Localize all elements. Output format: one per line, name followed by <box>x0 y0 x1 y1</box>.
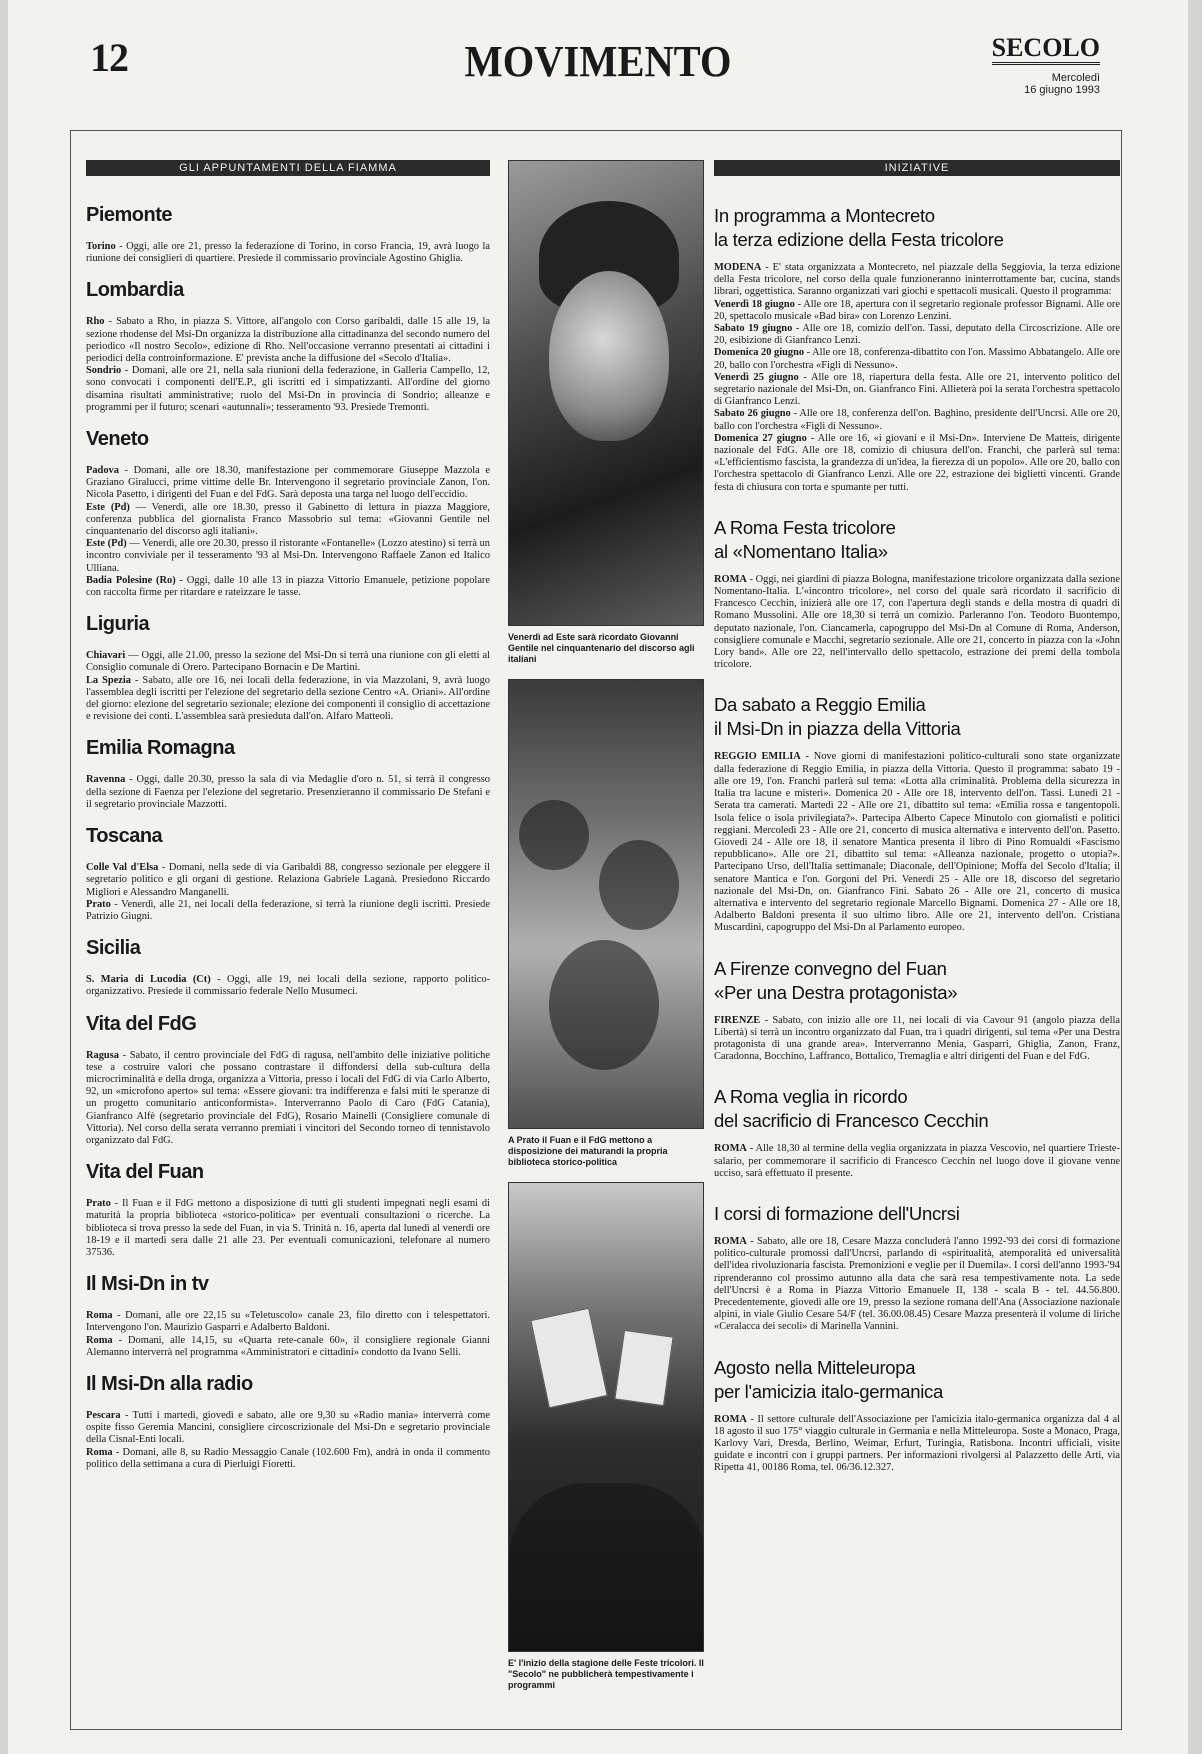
article <box>714 1356 1120 1475</box>
region-heading: Liguria <box>86 613 150 636</box>
headline-line: Agosto nella Mitteleuropa <box>714 1356 916 1378</box>
headline-line: al «Nomentano Italia» <box>714 540 888 562</box>
entry-text: — Oggi, alle 21.00, presso la sezione del Msi-Dn si terrà una riunione con gli eletti al Consiglio comunale di Orero. Partecipano Bornacin e De Martini. <box>86 650 490 674</box>
program-day: Sabato 26 giugno <box>714 408 791 420</box>
entry-text: - Domani, alle 14,15, su «Quarta rete-canale 60», il consigliere regionale Gianni Alemanno interverrà nel programma «Amministratori e cittadini» condotto da Ivano Selli. <box>86 1334 490 1358</box>
photo-figure-shape <box>549 940 659 1070</box>
headline-line: Da sabato a Reggio Emilia <box>714 694 926 716</box>
body-text: - Sabato, alle ore 18, Cesare Mazza concluderà l'anno 1992-'93 dei corsi di formazione politico-culturale promossi dall'Uncrsi, parlando di «spiritualità, atemporalità ed universalità dell'idea rivoluzionaria fascista. Premonizioni e veglie per il Duemila». I corsi dell'anno 1993-'94 riprenderanno col prossimo autunno alla data che sarà resa tempestivamente nota. La sede dell'Uncrsi è a Roma in Piazza Vittorio Emanuele II, 138 - scala B - tel. 44.56.800. Precedentemente, giovedì alle ore 19, presso la sezione romana dell'Ana (Associazione nazionale alpini, in viale Giulio Cesare 54/F (tel. 36.00.08.45) Cesare Mazza presenterà il volume di liriche «Ceralacca dei secoli» di Marinella Vannini. <box>714 1235 1120 1333</box>
entry-place: Pescara <box>86 1409 121 1421</box>
program-item <box>714 408 1120 432</box>
article-body <box>714 1143 1120 1180</box>
entry-place: Este (Pd) <box>86 501 130 513</box>
article-headline <box>714 1202 1120 1226</box>
entry-text: - Tutti i martedì, giovedì e sabato, alle ore 9,30 su «Radio mania» interverrà come ospite fisso Geremia Mancini, consigliere circoscrizionale del Msi-Dn e segretario provinciale della Cisnal-Enti locali. <box>86 1409 490 1446</box>
appointment-entry <box>86 1335 490 1359</box>
entry-place: Roma <box>86 1446 113 1458</box>
appointment-entry <box>86 465 490 502</box>
appointment-entry <box>86 365 490 414</box>
photo-face-shape <box>549 271 669 441</box>
region-block <box>86 1013 490 1148</box>
region-heading: Piemonte <box>86 204 173 226</box>
region-block <box>86 737 490 811</box>
appointment-entry <box>86 675 490 724</box>
body-text: - Oggi, nei giardini di piazza Bologna, manifestazione tricolore organizzata dalla sezione Nomentano-Italia. L'«incontro tricolore», nel corso del quale sarà ricordato il sacrificio di Francesco Cecchin, inizierà alle ore 17, con l'apertura degli stands e della mostra di quadri di Romano Mussolini. Alle ore 18,30 si terrà un comizio. Parleranno l'on. Teodoro Buontempo, deputato nazionale, l'on. Ciancamerla, capogruppo del Msi-Dn al Comune di Roma, Anderson, consigliere comunale e Macchi, segretario sezionale. Alle ore 21, concerto in piazza con la «John Lory band». Alle ore 22, nell'intervallo dello spettacolo, estrazione dei premi della tombola tricolore. <box>714 573 1120 671</box>
entry-place: Roma <box>86 1310 113 1322</box>
appointment-entry <box>86 241 490 265</box>
entry-text: - Domani, alle 8, su Radio Messaggio Canale (102.600 Fm), andrà in onda il commento politico della settimana a cura di Pierluigi Fioretti. <box>86 1446 490 1470</box>
entry-text: - Il Fuan e il FdG mettono a disposizione di tutti gli studenti impegnati negli esami di maturità la propria biblioteca «storico-politica» per eventuali consultazioni o ricerche. La biblioteca si trova presso la sede del Fuan, in via S. Trinità n. 16, aperta dal lunedì al venerdì ore 18-19 e il martedì sera dalle 21 alle 23. Per eventuali comunicazioni, telefonare al numero 37536. <box>86 1198 490 1258</box>
photo-figure-shape <box>519 800 589 870</box>
masthead-logo: SECOLO <box>992 34 1100 65</box>
entry-place: Badia Polesine (Ro) <box>86 574 176 586</box>
program-text: - Alle ore 18, apertura con il segretario regionale professor Bignami. Alle ore 20, spettacolo musicale «Bad bira» con Lorenzo Lenzini. <box>714 298 1120 322</box>
appointment-entry <box>86 774 490 811</box>
region-heading: Emilia Romagna <box>86 737 235 760</box>
region-block <box>86 1273 490 1359</box>
region-heading: Sicilia <box>86 937 141 960</box>
date-full: 16 giugno 1993 <box>1024 84 1100 96</box>
page-number: 12 <box>90 35 128 80</box>
article <box>714 957 1120 1064</box>
region-list <box>86 204 490 1471</box>
entry-place: La Spezia <box>86 674 131 686</box>
region-heading: Toscana <box>86 825 163 848</box>
dateline: ROMA <box>714 1143 747 1155</box>
appointment-entry <box>86 1050 490 1148</box>
appointment-entry <box>86 575 490 599</box>
region-heading: Lombardia <box>86 279 184 302</box>
headline-line: la terza edizione della Festa tricolore <box>714 229 1004 250</box>
headline-line: il Msi-Dn in piazza della Vittoria <box>714 718 961 740</box>
article <box>714 693 1120 934</box>
photo-caption: Venerdì ad Este sarà ricordato Giovanni Gentile nel cinquantenario del discorso agli italiani <box>508 632 695 664</box>
program-text: - Alle ore 18, riapertura della festa. Alle ore 21, intervento politico del segretario nazionale del Msi-Dn, on. Gianfranco Fini. Allieterà poi la serata l'orchestra spettacolo di Gianfranco Lenzi. <box>714 371 1120 408</box>
appointment-entry <box>86 1447 490 1471</box>
date-weekday: Mercoledì <box>1051 72 1100 84</box>
appointment-entry <box>86 1310 490 1334</box>
program-item <box>714 299 1120 323</box>
section-title: MOVIMENTO <box>464 37 732 86</box>
entry-place: Padova <box>86 465 119 477</box>
region-heading: Vita del FdG <box>86 1012 197 1035</box>
program-day: Venerdì 25 giugno <box>714 371 799 383</box>
article-body <box>714 1414 1120 1475</box>
entry-text: - Sabato, il centro provinciale del FdG di ragusa, nell'ambito delle iniziative politiche tese a costruire valori che possano contrastare il diffondersi della sub-cultura della microcriminalità e della droga, organizza a Vittoria, presso i locali del FdG di via Carlo Alberto, 92, un «microfono aperto» sul tema: «Essere giovani: tra indifferenza e falsi miti le speranze di un progetto comunitario anticonformista». Interverranno Paolo di Caro (FdG Catania), Gianfranco Alfè (segretario provinciale del FdG), Rosario Mainelli (Consigliere comunale di Vittoria). Nel corso della serata verranno premiati i vincitori del Secondo torneo di tennistavolo organizzato dal FdG. <box>86 1049 490 1146</box>
article-body <box>714 1236 1120 1334</box>
headline-line: In programma a Montecreto <box>714 205 935 226</box>
appointments-kicker: GLI APPUNTAMENTI DELLA FIAMMA <box>86 160 490 176</box>
entry-text: - Oggi, dalle 10 alle 13 in piazza Vittorio Emanuele, petizione popolare con raccolta firme per ritardare e rateizzare le tasse. <box>86 574 490 599</box>
entry-place: Este (Pd) <box>86 538 127 550</box>
dateline: FIRENZE <box>714 1014 761 1026</box>
photo-flag-shape <box>614 1330 673 1406</box>
rally-photo <box>508 1182 704 1652</box>
entry-text: - Domani, alle ore 18.30, manifestazione per commemorare Giuseppe Mazzola e Graziano Giralucci, prime vittime delle Br. Intervengono il segretario provinciale Zanon, l'on. Nicola Pasetto, i dirigenti del Fuan e del FdG. Sarà deposta una targa nel luogo dell'eccidio. <box>86 465 490 501</box>
initiatives-column <box>714 160 1120 1720</box>
photo-caption: A Prato il Fuan e il FdG mettono a disposizione dei maturandi la propria biblioteca storico-politica <box>508 1135 668 1167</box>
appointment-entry <box>86 502 490 539</box>
program-text: - Alle ore 18, comizio dell'on. Tassi, deputato della Circoscrizione. Alle ore 20, esibizione di Gianfranco Lenzi. <box>714 323 1120 347</box>
article <box>714 1085 1120 1180</box>
appointment-entry <box>86 1198 490 1259</box>
article-headline <box>714 693 1120 741</box>
region-block <box>86 1373 490 1471</box>
appointment-entry <box>86 862 490 899</box>
headline-line: A Firenze convegno del Fuan <box>714 957 947 979</box>
article-headline <box>714 204 1120 252</box>
region-block <box>86 937 490 998</box>
program-day: Venerdì 18 giugno <box>714 298 795 310</box>
entry-text: - Sabato, alle ore 16, nei locali della federazione, in via Mazzolani, 9, avrà luogo l'assemblea degli iscritti per l'elezione del segretario della sezione Centro «A. Oriani». All'ordine del giorno: elezione del segretario sezionale; elezione dei componenti il consiglio di accettazione e revisione dei conti. L'assemblea sarà presieduta dall'on. Alfaro Matteoli. <box>86 674 490 723</box>
program-text: - Alle ore 16, «i giovani e il Msi-Dn». Interviene De Matteis, dirigente nazionale del FdG. Alle ore 18, comizio di chiusura dell'on. Franchi, che parlerà sul tema: «L'efficientismo fascista, la grandezza di un'idea, la fierezza di un popolo». Alle ore 20, ballo con l'orchestra spettacolo di Gianfranco Lenzi. Alle ore 22, estrazione dei biglietti vincenti. Grande festa di chiusura con torta e spumante per tutti. <box>714 432 1120 493</box>
body-text: - Il settore culturale dell'Associazione per l'amicizia italo-germanica organizza dal 4 al 18 agosto il suo 175° viaggio culturale in Germania e nella Mitteleuropa. Soste a Monaco, Praga, Karlovy Vari, Dresda, Berlino, Weimar, Erfurt, Turingia, Ratisbona. Incontri ufficiali, visite guidate e incontri con i gruppi partners. Per informazioni rivolgersi al Palazzetto delle Arti, via Ripetta 41, 00186 Roma, tel. 06/36.12.327. <box>714 1413 1120 1474</box>
region-heading: Il Msi-Dn in tv <box>86 1273 209 1296</box>
entry-place: Colle Val d'Elsa <box>86 862 159 874</box>
headline-line: del sacrificio di Francesco Cecchin <box>714 1110 989 1132</box>
entry-place: Sondrio <box>86 365 122 377</box>
program-day: Sabato 19 giugno <box>714 323 793 335</box>
headline-line: A Roma Festa tricolore <box>714 516 896 538</box>
article-headline <box>714 1356 1120 1404</box>
program-item <box>714 372 1120 409</box>
article-body <box>714 262 1120 299</box>
entry-place: Prato <box>86 898 111 910</box>
dateline: MODENA <box>714 262 762 273</box>
entry-text: — Venerdì, alle ore 18.30, presso il Gabinetto di lettura in piazza Maggiore, conferenza pubblica del giornalista Franco Massobrio sul tema: «Giovanni Gentile nel cinquantenario del discorso agli italiani». <box>86 501 490 538</box>
region-block <box>86 1161 490 1259</box>
entry-place: Rho <box>86 316 105 328</box>
article-body <box>714 1015 1120 1064</box>
entry-text: - Sabato a Rho, in piazza S. Vittore, all'angolo con Corso garibaldi, dalle 15 alle 19, la sezione rhodense del Msi-Dn organizza la distribuzione alla cittadinanza del secondo numero del periodico «Il nostro Secolo», edizione di Rho. Nell'occasione verranno presentati ai cittadini i periodici della controinformazione. E' prevista anche la diffusione del «Secolo d'Italia». <box>86 316 490 365</box>
headline-line: per l'amicizia italo-germanica <box>714 1380 943 1402</box>
article-headline <box>714 516 1120 564</box>
entry-place: Prato <box>86 1198 111 1210</box>
article <box>714 1202 1120 1334</box>
program-text: - Alle ore 18, conferenza dell'on. Baghino, presidente dell'Uncrsi. Alle ore 20, ballo con l'orchestra «Figli di Nessuno». <box>714 408 1120 432</box>
program-day: Domenica 27 giugno <box>714 432 807 444</box>
initiatives-kicker: INIZIATIVE <box>714 160 1120 176</box>
region-heading: Il Msi-Dn alla radio <box>86 1372 253 1395</box>
region-block <box>86 204 490 265</box>
article <box>714 204 1120 494</box>
appointments-column <box>86 160 490 1720</box>
region-heading: Veneto <box>86 428 149 451</box>
program-text: - Alle ore 18, conferenza-dibattito con l'on. Massimo Abbatangelo. Alle ore 20, ballo con l'orchestra «Figli di Nessuno». <box>714 347 1120 371</box>
photo-flag-shape <box>530 1308 607 1409</box>
program-item <box>714 323 1120 347</box>
entry-place: S. Maria di Lucodia (Ct) <box>86 974 211 986</box>
photo-caption: E' l'inizio della stagione delle Feste tricolori. Il "Secolo" ne pubblicherà tempestivamente i programmi <box>508 1658 704 1690</box>
article-body <box>714 574 1120 672</box>
article-list <box>714 204 1120 1475</box>
entry-text: — Venerdì, alle ore 20.30, presso il ristorante «Fontanelle» (Lozzo atestino) si terrà un incontro conviviale per il tesseramento '93 al Msi-Dn. Intervengono Raffaele Zanon ed Italico Ulliana. <box>86 538 490 574</box>
headline-line: «Per una Destra protagonista» <box>714 981 958 1003</box>
program-item <box>714 433 1120 494</box>
dateline: ROMA <box>714 573 747 585</box>
article-body <box>714 751 1120 934</box>
headline-line: A Roma veglia in ricordo <box>714 1086 908 1108</box>
masthead-date <box>1024 72 1100 96</box>
body-text: - E' stata organizzata a Montecreto, nel piazzale della Seggiovia, la terza edizione della Festa tricolore, nel corso della quale funzioneranno ininterrottamente bar, cucina, stands librari, oggettistica. Saranno organizzati vari giochi e spettacoli musicali. Questo il programma: <box>714 262 1120 298</box>
appointment-entry <box>86 974 490 998</box>
article-headline <box>714 957 1120 1005</box>
entry-text: - Domani, alle ore 21, nella sala riunioni della federazione, in Galleria Campello, 12, sono convocati i componenti dell'E.P., gli iscritti ed i simpatizzanti. All'ordine del giorno disamina risultati amministrative; ruolo del Msi-Dn in provincia di Sondrio; alleanze e programmi per il futuro; scenari «autunnali»; tesseramento '93. Presiede Tremonti. <box>86 365 490 413</box>
body-text: - Sabato, con inizio alle ore 11, nei locali di via Cavour 91 (angolo piazza della Libertà) si terrà un incontro organizzato dal Fuan, tra i quadri dirigenti, sul tema «Per una Destra protagonista di una grande area». Interverranno Menia, Gasparri, Ghiglia, Zanon, Franz, Caradonna, Bocchino, Laffranco, Bottalico, Tremaglia e altri dirigenti del Fuan e del FdG. <box>714 1014 1120 1063</box>
body-text: - Nove giorni di manifestazioni politico-culturali sono state organizzate dalla federazione di Reggio Emilia, in piazza della Vittoria. Questo il programma: sabato 19 - alle ore 19, l'on. Franchi parlerà sul tema: «Lotta alla criminalità. Problema della sicurezza in Italia tra lacune e misteri». Domenica 20 - Alle ore 18, intervento dell'on. Tassi. Lunedì 21 - Serata tra camerati. Martedì 22 - Alle ore 21, dibattito sul tema: «Emilia rossa e tangentopoli. Isola felice o isola privilegiata?». Partecipa Alberto Capece Minutolo con giornalisti e politici reggiani. Mercoledì 23 - Alle ore 21, concerto di musica alternativa e intervento dell'on. Pasetto. Giovedì 24 - Alle ore 18, il senatore Mantica presenta il libro di Pino Romualdi «Fascismo repubblicano». Alle ore 21, dibattito sul tema: «Alleanza nazionale, progetto o utopia?». Partecipano Urso, dell'Italia settimanale; Diaconale, dell'Opinione; Moffa del Secolo d'Italia; il senatore Mantica e l'on. Gorgoni del Pri. Venerdì 25 - Alle ore 18, discorso del segretario nazionale del Msi-Dn, on. Gianfranco Fini. Sabato 26 - Alle ore 21, concerto di musica alternativa e intervento del segretario regionale Marcello Bignami. Domenica 27 - Alle ore 18, Adalberto Baldoni presenta il suo ultimo libro. Alle ore 21, intervento dell'on. Cristiana Muscardini, capogruppo del Msi-Dn al Parlamento europeo. <box>714 751 1120 934</box>
portrait-photo <box>508 160 704 626</box>
photo-crowd-shape <box>509 1483 704 1652</box>
region-block <box>86 825 490 923</box>
entry-text: - Domani, alle ore 22,15 su «Teletuscolo» canale 23, filo diretto con i telespettatori. Intervengono l'on. Maurizio Gasparri e Adalberto Baldoni. <box>86 1310 490 1334</box>
region-block <box>86 613 490 723</box>
entry-text: - Venerdì, alle 21, nei locali della federazione, si terrà la riunione degli iscritti. Presiede Patrizio Giugni. <box>86 898 490 922</box>
body-text: - Alle 18,30 al termine della veglia organizzata in piazza Vescovio, nel quartiere Trieste-salario, per commemorare il sacrificio di Francesco Cecchin nel luogo dove il giovane venne ucciso, sarà effettuato il presente. <box>714 1143 1120 1179</box>
program-day: Domenica 20 giugno <box>714 347 805 359</box>
entry-text: - Oggi, alle ore 21, presso la federazione di Torino, in corso Francia, 19, avrà luogo la riunione dei consiglieri di quartiere. Presiede il commissario provinciale Agostino Ghiglia. <box>86 241 490 265</box>
entry-text: - Domani, nella sede di via Garibaldi 88, congresso sezionale per eleggere il segretario politico e gli organi di gestione. Relaziona Gabriele Laganà. Presiedono Riccardo Migliori e Alessandro Manganelli. <box>86 862 490 898</box>
crowd-photo <box>508 679 704 1129</box>
entry-place: Chiavari <box>86 650 126 662</box>
region-block <box>86 428 490 599</box>
headline-line: I corsi di formazione dell'Uncrsi <box>714 1202 960 1224</box>
entry-text: - Oggi, dalle 20.30, presso la sala di via Medaglie d'oro n. 51, si terrà il congresso della sezione di Faenza per l'elezione del segretario. Presenzieranno il commissario De Stefani e il segretario provinciale Mazzotti. <box>86 774 490 810</box>
photo-column <box>508 160 704 1720</box>
entry-place: Ravenna <box>86 774 126 786</box>
appointment-entry <box>86 538 490 575</box>
entry-place: Torino <box>86 241 116 252</box>
appointment-entry <box>86 316 490 365</box>
photo-figure-shape <box>599 840 679 930</box>
program-item <box>714 347 1120 371</box>
region-heading: Vita del Fuan <box>86 1161 204 1184</box>
dateline: ROMA <box>714 1235 747 1247</box>
appointment-entry <box>86 899 490 923</box>
entry-place: Ragusa <box>86 1049 119 1061</box>
entry-text: - Oggi, alle 19, nei locali della sezione, rapporto politico-organizzativo. Presiede il commissario federale Nello Musumeci. <box>86 974 490 998</box>
article-headline <box>714 1085 1120 1133</box>
appointment-entry <box>86 650 490 674</box>
dateline: ROMA <box>714 1413 747 1425</box>
appointment-entry <box>86 1410 490 1447</box>
article <box>714 516 1120 672</box>
entry-place: Roma <box>86 1334 113 1346</box>
dateline: REGGIO EMILIA <box>714 751 801 763</box>
region-block <box>86 279 490 414</box>
